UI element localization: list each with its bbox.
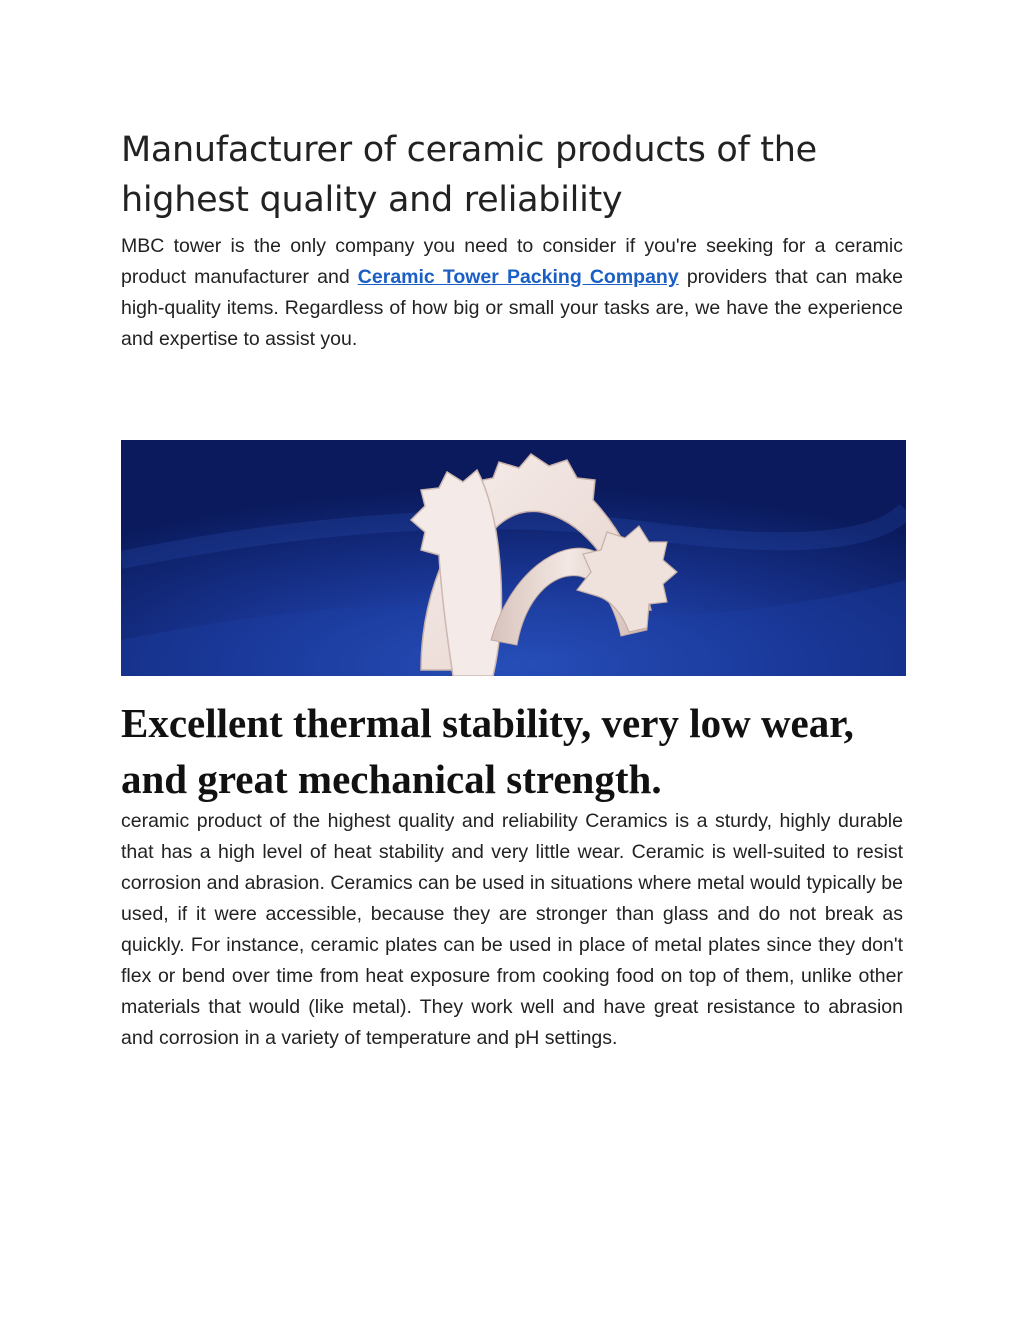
intro-text-end: providers that can make high-quality items. Regardless of how big or small your tasks are, we have the experience and expertise to assist you.	[121, 266, 903, 350]
page-title: Manufacturer of ceramic products of the highest quality and reliability	[121, 130, 817, 220]
ceramic-tower-packing-link[interactable]: Ceramic Tower Packing Company	[357, 266, 679, 288]
section-heading: Excellent thermal stability, very low wear, and great mechanical strength.	[121, 700, 854, 802]
ceramic-saddle-image	[121, 440, 906, 676]
intro-text-start: MBC tower is the only company you need to consider if you're seeking for a ceramic product manufacturer and	[121, 235, 903, 288]
intro-paragraph	[121, 231, 903, 355]
section-body-paragraph: ceramic product of the highest quality and reliability Ceramics is a sturdy, highly durable that has a high level of heat stability and very little wear. Ceramic is well-suited to resist corrosion and abrasion. Ceramics can be used in situations where metal would typically be used, if it were accessible, because they are stronger than glass and do not break as quickly. For instance, ceramic plates can be used in place of metal plates since they don't flex or bend over time from heat exposure from cooking food on top of them, unlike other materials that would (like metal). They work well and have great resistance to abrasion and corrosion in a variety of temperature and pH settings.	[121, 810, 903, 1049]
